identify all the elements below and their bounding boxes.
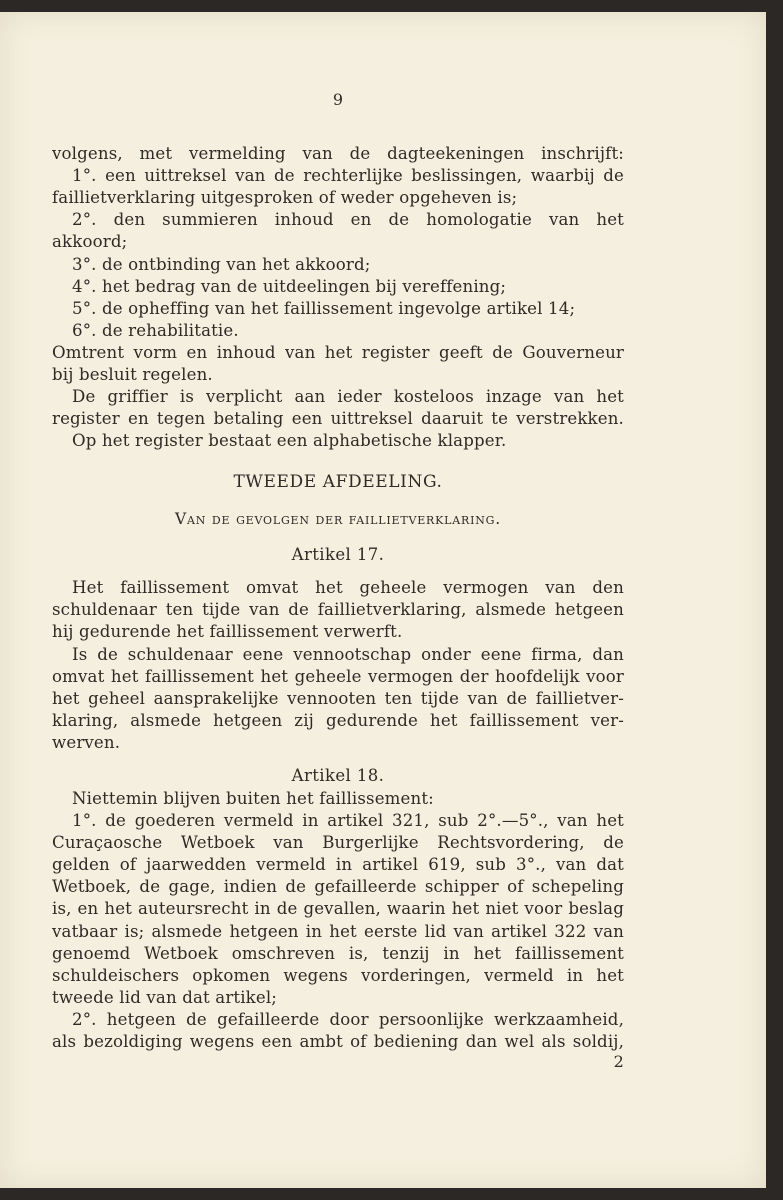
- text-line: akkoord;: [52, 232, 128, 251]
- article-18-title: Artikel 18.: [291, 766, 385, 785]
- list-item-2: 2°. den summieren inhoud en de homologatie van het: [72, 210, 624, 229]
- list-item-2: 2°. hetgeen de gefailleerde door persoonlijke werkzaamheid,: [72, 1010, 624, 1029]
- text-line: is, en het auteursrecht in de gevallen, waarin het niet voor beslag: [52, 899, 624, 918]
- text-line: faillietverklaring uitgesproken of weder opgeheven is;: [52, 188, 518, 207]
- text-line: gelden of jaarwedden vermeld in artikel 619, sub 3°., van dat: [52, 855, 624, 874]
- text-line: als bezoldiging wegens een ambt of bediening dan wel als soldij,: [52, 1032, 624, 1051]
- text-line: Omtrent vorm en inhoud van het register geeft de Gouverneur: [52, 343, 624, 362]
- text-line: schuldeischers opkomen wegens vorderingen, vermeld in het: [52, 966, 624, 985]
- text-line: bij besluit regelen.: [52, 365, 213, 384]
- list-item-6: 6°. de rehabilitatie.: [72, 321, 239, 340]
- text-line: Curaçaosche Wetboek van Burgerlijke Rechtsvordering, de: [52, 833, 624, 852]
- text-line: klaring, alsmede hetgeen zij gedurende het faillissement ver-: [52, 711, 624, 730]
- text-line: Niettemin blijven buiten het faillissement:: [72, 789, 434, 808]
- list-item-3: 3°. de ontbinding van het akkoord;: [72, 255, 371, 274]
- text-line: werven.: [52, 733, 121, 752]
- section-subheading: Van de gevolgen der faillietverklaring.: [175, 510, 501, 528]
- text-line: genoemd Wetboek omschreven is, tenzij in het faillissement: [52, 944, 624, 963]
- text-line: register en tegen betaling een uittreksel daaruit te verstrekken.: [52, 409, 624, 428]
- text-line: schuldenaar ten tijde van de faillietverklaring, alsmede hetgeen: [52, 600, 624, 619]
- text-line: Is de schuldenaar eene vennootschap onder eene firma, dan: [72, 645, 624, 664]
- list-item-5: 5°. de opheffing van het faillissement ingevolge artikel 14;: [72, 299, 576, 318]
- list-item-1: 1°. een uittreksel van de rechterlijke beslissingen, waarbij de: [72, 166, 624, 185]
- section-heading: TWEEDE AFDEELING.: [233, 472, 443, 492]
- signature-mark: 2: [613, 1052, 624, 1071]
- text-line: De griffier is verplicht aan ieder kosteloos inzage van het: [72, 387, 624, 406]
- text-line: Op het register bestaat een alphabetische klapper.: [72, 431, 507, 450]
- text-line: vatbaar is; alsmede hetgeen in het eerste lid van artikel 322 van: [52, 922, 624, 941]
- list-item-4: 4°. het bedrag van de uitdeelingen bij vereffening;: [72, 277, 507, 296]
- page-number: 9: [332, 90, 344, 109]
- list-item-1: 1°. de goederen vermeld in artikel 321, sub 2°.—5°., van het: [72, 811, 624, 830]
- document-page: [0, 12, 766, 1188]
- text-line: tweede lid van dat artikel;: [52, 988, 278, 1007]
- text-line: het geheel aansprakelijke vennooten ten tijde van de faillietver-: [52, 689, 624, 708]
- text-line: omvat het faillissement het geheele vermogen der hoofdelijk voor: [52, 667, 624, 686]
- text-line: volgens, met vermelding van de dagteekeningen inschrijft:: [52, 144, 624, 163]
- text-line: Het faillissement omvat het geheele vermogen van den: [72, 578, 624, 597]
- article-17-title: Artikel 17.: [291, 545, 385, 564]
- text-line: Wetboek, de gage, indien de gefailleerde schipper of schepeling: [52, 877, 624, 896]
- text-line: hij gedurende het faillissement verwerft.: [52, 622, 403, 641]
